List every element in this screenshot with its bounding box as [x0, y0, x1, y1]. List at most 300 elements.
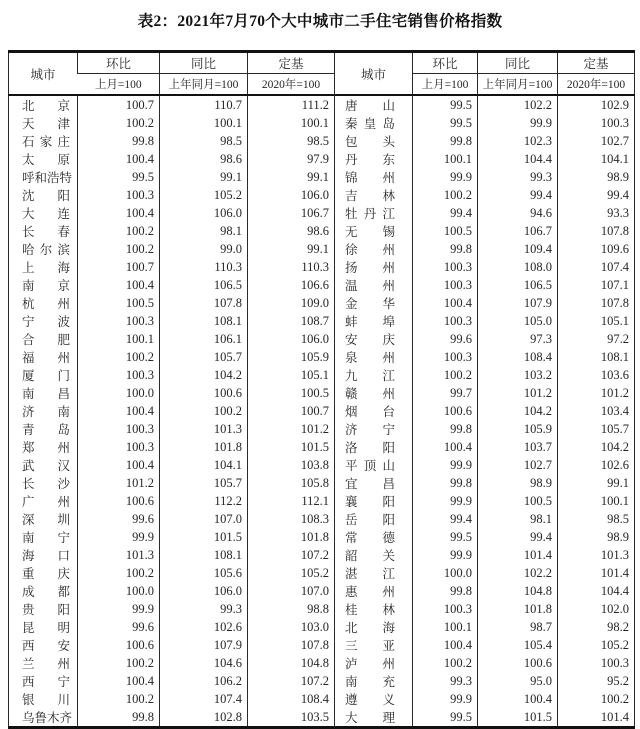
mom-cell: 99.9 [413, 546, 478, 564]
city-name: 南 京 [22, 279, 70, 293]
city-cell [9, 114, 78, 132]
mom-cell: 99.9 [413, 456, 478, 474]
header-mom-base-left: 上月=100 [78, 74, 160, 96]
mom-cell: 99.7 [413, 384, 478, 402]
yoy-cell: 104.4 [478, 150, 558, 168]
yoy-cell: 95.0 [478, 672, 558, 690]
city-name: 海 口 [22, 549, 70, 563]
yoy-cell: 107.9 [160, 636, 248, 654]
city-name: 襄 阳 [345, 495, 395, 509]
yoy-cell: 101.5 [478, 708, 558, 728]
table-row [9, 132, 635, 150]
mom-cell: 100.3 [413, 312, 478, 330]
city-cell [9, 258, 78, 276]
fixedbase-cell: 102.6 [558, 456, 635, 474]
table-row [9, 528, 635, 546]
city-cell [9, 690, 78, 708]
fixedbase-cell: 103.8 [248, 456, 335, 474]
mom-cell: 101.3 [78, 546, 160, 564]
fixedbase-cell: 107.2 [248, 672, 335, 690]
yoy-cell: 99.3 [160, 600, 248, 618]
city-name: 石 家 庄 [22, 135, 70, 149]
table-row [9, 420, 635, 438]
header-row-sub [9, 74, 635, 96]
mom-cell: 99.6 [78, 618, 160, 636]
fixedbase-cell: 107.1 [558, 276, 635, 294]
yoy-cell: 105.2 [160, 186, 248, 204]
fixedbase-cell: 110.3 [248, 258, 335, 276]
city-name: 南 昌 [22, 387, 70, 401]
fixedbase-cell: 104.4 [558, 582, 635, 600]
yoy-cell: 98.5 [160, 132, 248, 150]
fixedbase-cell: 103.0 [248, 618, 335, 636]
city-name: 长 春 [22, 225, 70, 239]
city-cell [335, 438, 413, 456]
yoy-cell: 106.0 [160, 582, 248, 600]
mom-cell: 100.2 [78, 222, 160, 240]
city-cell [335, 114, 413, 132]
city-cell [9, 384, 78, 402]
city-name: 南 宁 [22, 531, 70, 545]
city-cell [335, 204, 413, 222]
city-name: 宜 昌 [345, 477, 395, 491]
city-cell [335, 420, 413, 438]
city-name: 丹 东 [345, 153, 395, 167]
city-cell [9, 672, 78, 690]
yoy-cell: 108.0 [478, 258, 558, 276]
yoy-cell: 100.5 [478, 492, 558, 510]
fixedbase-cell: 107.4 [558, 258, 635, 276]
mom-cell: 99.8 [413, 582, 478, 600]
mom-cell: 99.8 [78, 708, 160, 728]
mom-cell: 99.5 [413, 95, 478, 114]
city-name: 深 圳 [22, 513, 70, 527]
header-yoy-base-right: 上年同月=100 [478, 74, 558, 96]
fixedbase-cell: 101.3 [558, 546, 635, 564]
table-row [9, 258, 635, 276]
city-cell [9, 546, 78, 564]
city-name: 郑 州 [22, 441, 70, 455]
yoy-cell: 105.4 [478, 636, 558, 654]
yoy-cell: 103.7 [478, 438, 558, 456]
table-row [9, 240, 635, 258]
city-name: 天 津 [22, 117, 70, 131]
table-header [9, 52, 635, 96]
fixedbase-cell: 106.7 [248, 204, 335, 222]
city-name: 贵 阳 [22, 603, 70, 617]
city-name: 成 都 [22, 585, 70, 599]
yoy-cell: 105.9 [478, 420, 558, 438]
table-row [9, 438, 635, 456]
city-cell [335, 95, 413, 114]
city-cell [335, 528, 413, 546]
fixedbase-cell: 100.7 [248, 402, 335, 420]
city-cell [335, 294, 413, 312]
yoy-cell: 98.1 [478, 510, 558, 528]
yoy-cell: 99.4 [478, 528, 558, 546]
yoy-cell: 107.0 [160, 510, 248, 528]
city-name: 北 海 [345, 621, 395, 635]
table-row [9, 546, 635, 564]
table-row [9, 294, 635, 312]
city-cell [335, 564, 413, 582]
mom-cell: 99.5 [413, 708, 478, 728]
fixedbase-cell: 101.2 [558, 384, 635, 402]
fixedbase-cell: 105.9 [248, 348, 335, 366]
city-cell [335, 582, 413, 600]
fixedbase-cell: 100.2 [558, 690, 635, 708]
mom-cell: 100.7 [78, 258, 160, 276]
fixedbase-cell: 101.4 [558, 708, 635, 728]
mom-cell: 100.4 [78, 456, 160, 474]
city-name: 青 岛 [22, 423, 70, 437]
header-row-main [9, 52, 635, 74]
yoy-cell: 98.9 [478, 474, 558, 492]
city-name: 遵 义 [345, 693, 395, 707]
yoy-cell: 101.8 [160, 438, 248, 456]
yoy-cell: 99.1 [160, 168, 248, 186]
yoy-cell: 112.2 [160, 492, 248, 510]
city-cell [9, 456, 78, 474]
mom-cell: 100.3 [78, 312, 160, 330]
yoy-cell: 107.8 [160, 294, 248, 312]
yoy-cell: 102.2 [478, 564, 558, 582]
table-row [9, 114, 635, 132]
mom-cell: 99.8 [78, 132, 160, 150]
city-name: 吉 林 [345, 189, 395, 203]
yoy-cell: 100.6 [478, 654, 558, 672]
city-cell [9, 276, 78, 294]
fixedbase-cell: 103.5 [248, 708, 335, 728]
mom-cell: 100.3 [78, 420, 160, 438]
fixedbase-cell: 105.1 [558, 312, 635, 330]
mom-cell: 100.3 [78, 438, 160, 456]
city-cell [335, 366, 413, 384]
city-name: 哈 尔 滨 [22, 243, 70, 257]
mom-cell: 100.2 [78, 348, 160, 366]
mom-cell: 100.2 [413, 186, 478, 204]
mom-cell: 99.4 [413, 204, 478, 222]
city-name: 蚌 埠 [345, 315, 395, 329]
fixedbase-cell: 107.8 [248, 636, 335, 654]
city-name: 平 顶 山 [345, 459, 395, 473]
city-name: 赣 州 [345, 387, 395, 401]
mom-cell: 99.4 [413, 510, 478, 528]
city-cell [335, 330, 413, 348]
fixedbase-cell: 106.0 [248, 330, 335, 348]
mom-cell: 100.3 [413, 600, 478, 618]
yoy-cell: 109.4 [478, 240, 558, 258]
mom-cell: 101.2 [78, 474, 160, 492]
fixedbase-cell: 105.2 [248, 564, 335, 582]
city-cell [9, 510, 78, 528]
table-row [9, 456, 635, 474]
fixedbase-cell: 104.1 [558, 150, 635, 168]
mom-cell: 100.4 [78, 402, 160, 420]
yoy-cell: 106.0 [160, 204, 248, 222]
yoy-cell: 104.2 [160, 366, 248, 384]
mom-cell: 99.5 [413, 114, 478, 132]
city-name: 洛 阳 [345, 441, 395, 455]
mom-cell: 100.4 [413, 636, 478, 654]
header-yoy-right: 同比 [478, 52, 558, 74]
yoy-cell: 107.9 [478, 294, 558, 312]
fixedbase-cell: 108.4 [248, 690, 335, 708]
mom-cell: 100.1 [413, 618, 478, 636]
city-cell [9, 312, 78, 330]
fixedbase-cell: 105.1 [248, 366, 335, 384]
table-row [9, 222, 635, 240]
fixedbase-cell: 103.4 [558, 402, 635, 420]
yoy-cell: 108.1 [160, 312, 248, 330]
city-name: 唐 山 [345, 99, 395, 113]
yoy-cell: 105.6 [160, 564, 248, 582]
table-row [9, 204, 635, 222]
yoy-cell: 102.8 [160, 708, 248, 728]
yoy-cell: 102.6 [160, 618, 248, 636]
fixedbase-cell: 106.0 [248, 186, 335, 204]
fixedbase-cell: 105.7 [558, 420, 635, 438]
yoy-cell: 101.8 [478, 600, 558, 618]
mom-cell: 100.1 [413, 150, 478, 168]
fixedbase-cell: 103.6 [558, 366, 635, 384]
yoy-cell: 106.7 [478, 222, 558, 240]
mom-cell: 100.2 [78, 564, 160, 582]
mom-cell: 100.4 [78, 150, 160, 168]
city-name: 杭 州 [22, 297, 70, 311]
city-cell [335, 276, 413, 294]
city-name: 沈 阳 [22, 189, 70, 203]
yoy-cell: 106.5 [160, 276, 248, 294]
fixedbase-cell: 109.6 [558, 240, 635, 258]
mom-cell: 99.9 [78, 600, 160, 618]
mom-cell: 99.3 [413, 672, 478, 690]
fixedbase-cell: 104.2 [558, 438, 635, 456]
city-cell [335, 618, 413, 636]
table-row [9, 276, 635, 294]
yoy-cell: 106.1 [160, 330, 248, 348]
yoy-cell: 104.6 [160, 654, 248, 672]
mom-cell: 100.7 [78, 95, 160, 114]
city-cell [335, 492, 413, 510]
city-name: 长 沙 [22, 477, 70, 491]
city-cell [335, 456, 413, 474]
table-row [9, 330, 635, 348]
header-fixedbase-right: 定基 [558, 52, 635, 74]
city-cell [9, 95, 78, 114]
fixedbase-cell: 98.5 [558, 510, 635, 528]
city-name: 惠 州 [345, 585, 395, 599]
city-name: 徐 州 [345, 243, 395, 257]
city-cell [9, 366, 78, 384]
city-cell [9, 654, 78, 672]
yoy-cell: 99.0 [160, 240, 248, 258]
fixedbase-cell: 98.9 [558, 168, 635, 186]
table-row [9, 636, 635, 654]
yoy-cell: 104.1 [160, 456, 248, 474]
header-mom-right: 环比 [413, 52, 478, 74]
city-cell [9, 582, 78, 600]
yoy-cell: 101.2 [478, 384, 558, 402]
fixedbase-cell: 102.9 [558, 95, 635, 114]
header-yoy-base-left: 上年同月=100 [160, 74, 248, 96]
yoy-cell: 110.3 [160, 258, 248, 276]
table-row [9, 582, 635, 600]
city-cell [9, 330, 78, 348]
city-cell [9, 222, 78, 240]
city-name: 宁 波 [22, 315, 70, 329]
city-name: 银 川 [22, 693, 70, 707]
city-name: 安 庆 [345, 333, 395, 347]
city-cell [9, 492, 78, 510]
yoy-cell: 103.2 [478, 366, 558, 384]
city-cell [9, 402, 78, 420]
page-title: 表2：2021年7月70个大中城市二手住宅销售价格指数 [137, 13, 503, 30]
city-cell [335, 168, 413, 186]
city-name: 三 亚 [345, 639, 395, 653]
table-row [9, 366, 635, 384]
fixedbase-cell: 107.8 [558, 294, 635, 312]
fixedbase-cell: 101.4 [558, 564, 635, 582]
mom-cell: 99.5 [413, 528, 478, 546]
mom-cell: 99.6 [413, 330, 478, 348]
header-yoy-left: 同比 [160, 52, 248, 74]
city-cell [335, 132, 413, 150]
fixedbase-cell: 99.1 [248, 168, 335, 186]
city-cell [335, 690, 413, 708]
city-cell [9, 708, 78, 728]
mom-cell: 100.4 [78, 672, 160, 690]
yoy-cell: 102.7 [478, 456, 558, 474]
table-row [9, 95, 635, 114]
fixedbase-cell: 106.6 [248, 276, 335, 294]
fixedbase-cell: 107.8 [558, 222, 635, 240]
mom-cell: 100.3 [78, 366, 160, 384]
yoy-cell: 101.5 [160, 528, 248, 546]
city-name: 无 锡 [345, 225, 395, 239]
table-row [9, 510, 635, 528]
header-fixedbase-base-right: 2020年=100 [558, 74, 635, 96]
mom-cell: 99.9 [413, 168, 478, 186]
city-cell [335, 384, 413, 402]
fixedbase-cell: 98.2 [558, 618, 635, 636]
yoy-cell: 100.4 [478, 690, 558, 708]
city-cell [335, 348, 413, 366]
fixedbase-cell: 111.2 [248, 95, 335, 114]
mom-cell: 100.3 [413, 348, 478, 366]
mom-cell: 100.4 [78, 276, 160, 294]
city-cell [9, 528, 78, 546]
yoy-cell: 105.7 [160, 348, 248, 366]
fixedbase-cell: 107.0 [248, 582, 335, 600]
city-name: 厦 门 [22, 369, 70, 383]
mom-cell: 100.2 [78, 690, 160, 708]
city-name: 扬 州 [345, 261, 395, 275]
mom-cell: 100.2 [413, 366, 478, 384]
city-name: 乌 鲁 木 齐 [22, 711, 73, 725]
mom-cell: 100.6 [78, 636, 160, 654]
fixedbase-cell: 98.8 [248, 600, 335, 618]
fixedbase-cell: 108.3 [248, 510, 335, 528]
price-index-table [8, 50, 635, 729]
mom-cell: 99.6 [78, 510, 160, 528]
fixedbase-cell: 97.9 [248, 150, 335, 168]
yoy-cell: 105.0 [478, 312, 558, 330]
header-fixedbase-base-left: 2020年=100 [248, 74, 335, 96]
mom-cell: 99.9 [413, 492, 478, 510]
mom-cell: 99.8 [413, 420, 478, 438]
mom-cell: 99.8 [413, 240, 478, 258]
fixedbase-cell: 104.8 [248, 654, 335, 672]
city-cell [335, 654, 413, 672]
mom-cell: 100.2 [78, 240, 160, 258]
mom-cell: 100.5 [78, 294, 160, 312]
city-name: 岳 阳 [345, 513, 395, 527]
mom-cell: 100.2 [413, 654, 478, 672]
city-cell [9, 186, 78, 204]
city-cell [9, 636, 78, 654]
header-mom-left: 环比 [78, 52, 160, 74]
fixedbase-cell: 108.1 [558, 348, 635, 366]
yoy-cell: 101.3 [160, 420, 248, 438]
city-cell [335, 474, 413, 492]
city-cell [335, 402, 413, 420]
city-cell [335, 636, 413, 654]
mom-cell: 100.3 [413, 276, 478, 294]
fixedbase-cell: 102.7 [558, 132, 635, 150]
city-name: 西 安 [22, 639, 70, 653]
mom-cell: 100.5 [413, 222, 478, 240]
mom-cell: 100.1 [78, 330, 160, 348]
yoy-cell: 99.9 [478, 114, 558, 132]
city-name: 温 州 [345, 279, 395, 293]
header-city-left: 城市 [9, 52, 78, 96]
table-row [9, 150, 635, 168]
city-name: 锦 州 [345, 171, 395, 185]
fixedbase-cell: 112.1 [248, 492, 335, 510]
city-name: 金 华 [345, 297, 395, 311]
mom-cell: 100.4 [78, 204, 160, 222]
city-cell [335, 708, 413, 728]
header-city-right: 城市 [335, 52, 413, 96]
mom-cell: 100.2 [78, 654, 160, 672]
header-mom-base-right: 上月=100 [413, 74, 478, 96]
city-name: 福 州 [22, 351, 70, 365]
fixedbase-cell: 108.7 [248, 312, 335, 330]
mom-cell: 100.3 [78, 186, 160, 204]
yoy-cell: 102.2 [478, 95, 558, 114]
yoy-cell: 106.5 [478, 276, 558, 294]
yoy-cell: 104.8 [478, 582, 558, 600]
city-cell [335, 258, 413, 276]
fixedbase-cell: 100.1 [248, 114, 335, 132]
city-name: 常 德 [345, 531, 395, 545]
mom-cell: 99.5 [78, 168, 160, 186]
city-name: 九 江 [345, 369, 395, 383]
city-cell [9, 204, 78, 222]
fixedbase-cell: 102.0 [558, 600, 635, 618]
city-cell [9, 618, 78, 636]
table-row [9, 186, 635, 204]
city-name: 韶 关 [345, 549, 395, 563]
city-cell [335, 672, 413, 690]
city-name: 济 南 [22, 405, 70, 419]
mom-cell: 99.8 [413, 474, 478, 492]
fixedbase-cell: 105.8 [248, 474, 335, 492]
yoy-cell: 99.3 [478, 168, 558, 186]
city-name: 武 汉 [22, 459, 70, 473]
city-name: 重 庆 [22, 567, 70, 581]
